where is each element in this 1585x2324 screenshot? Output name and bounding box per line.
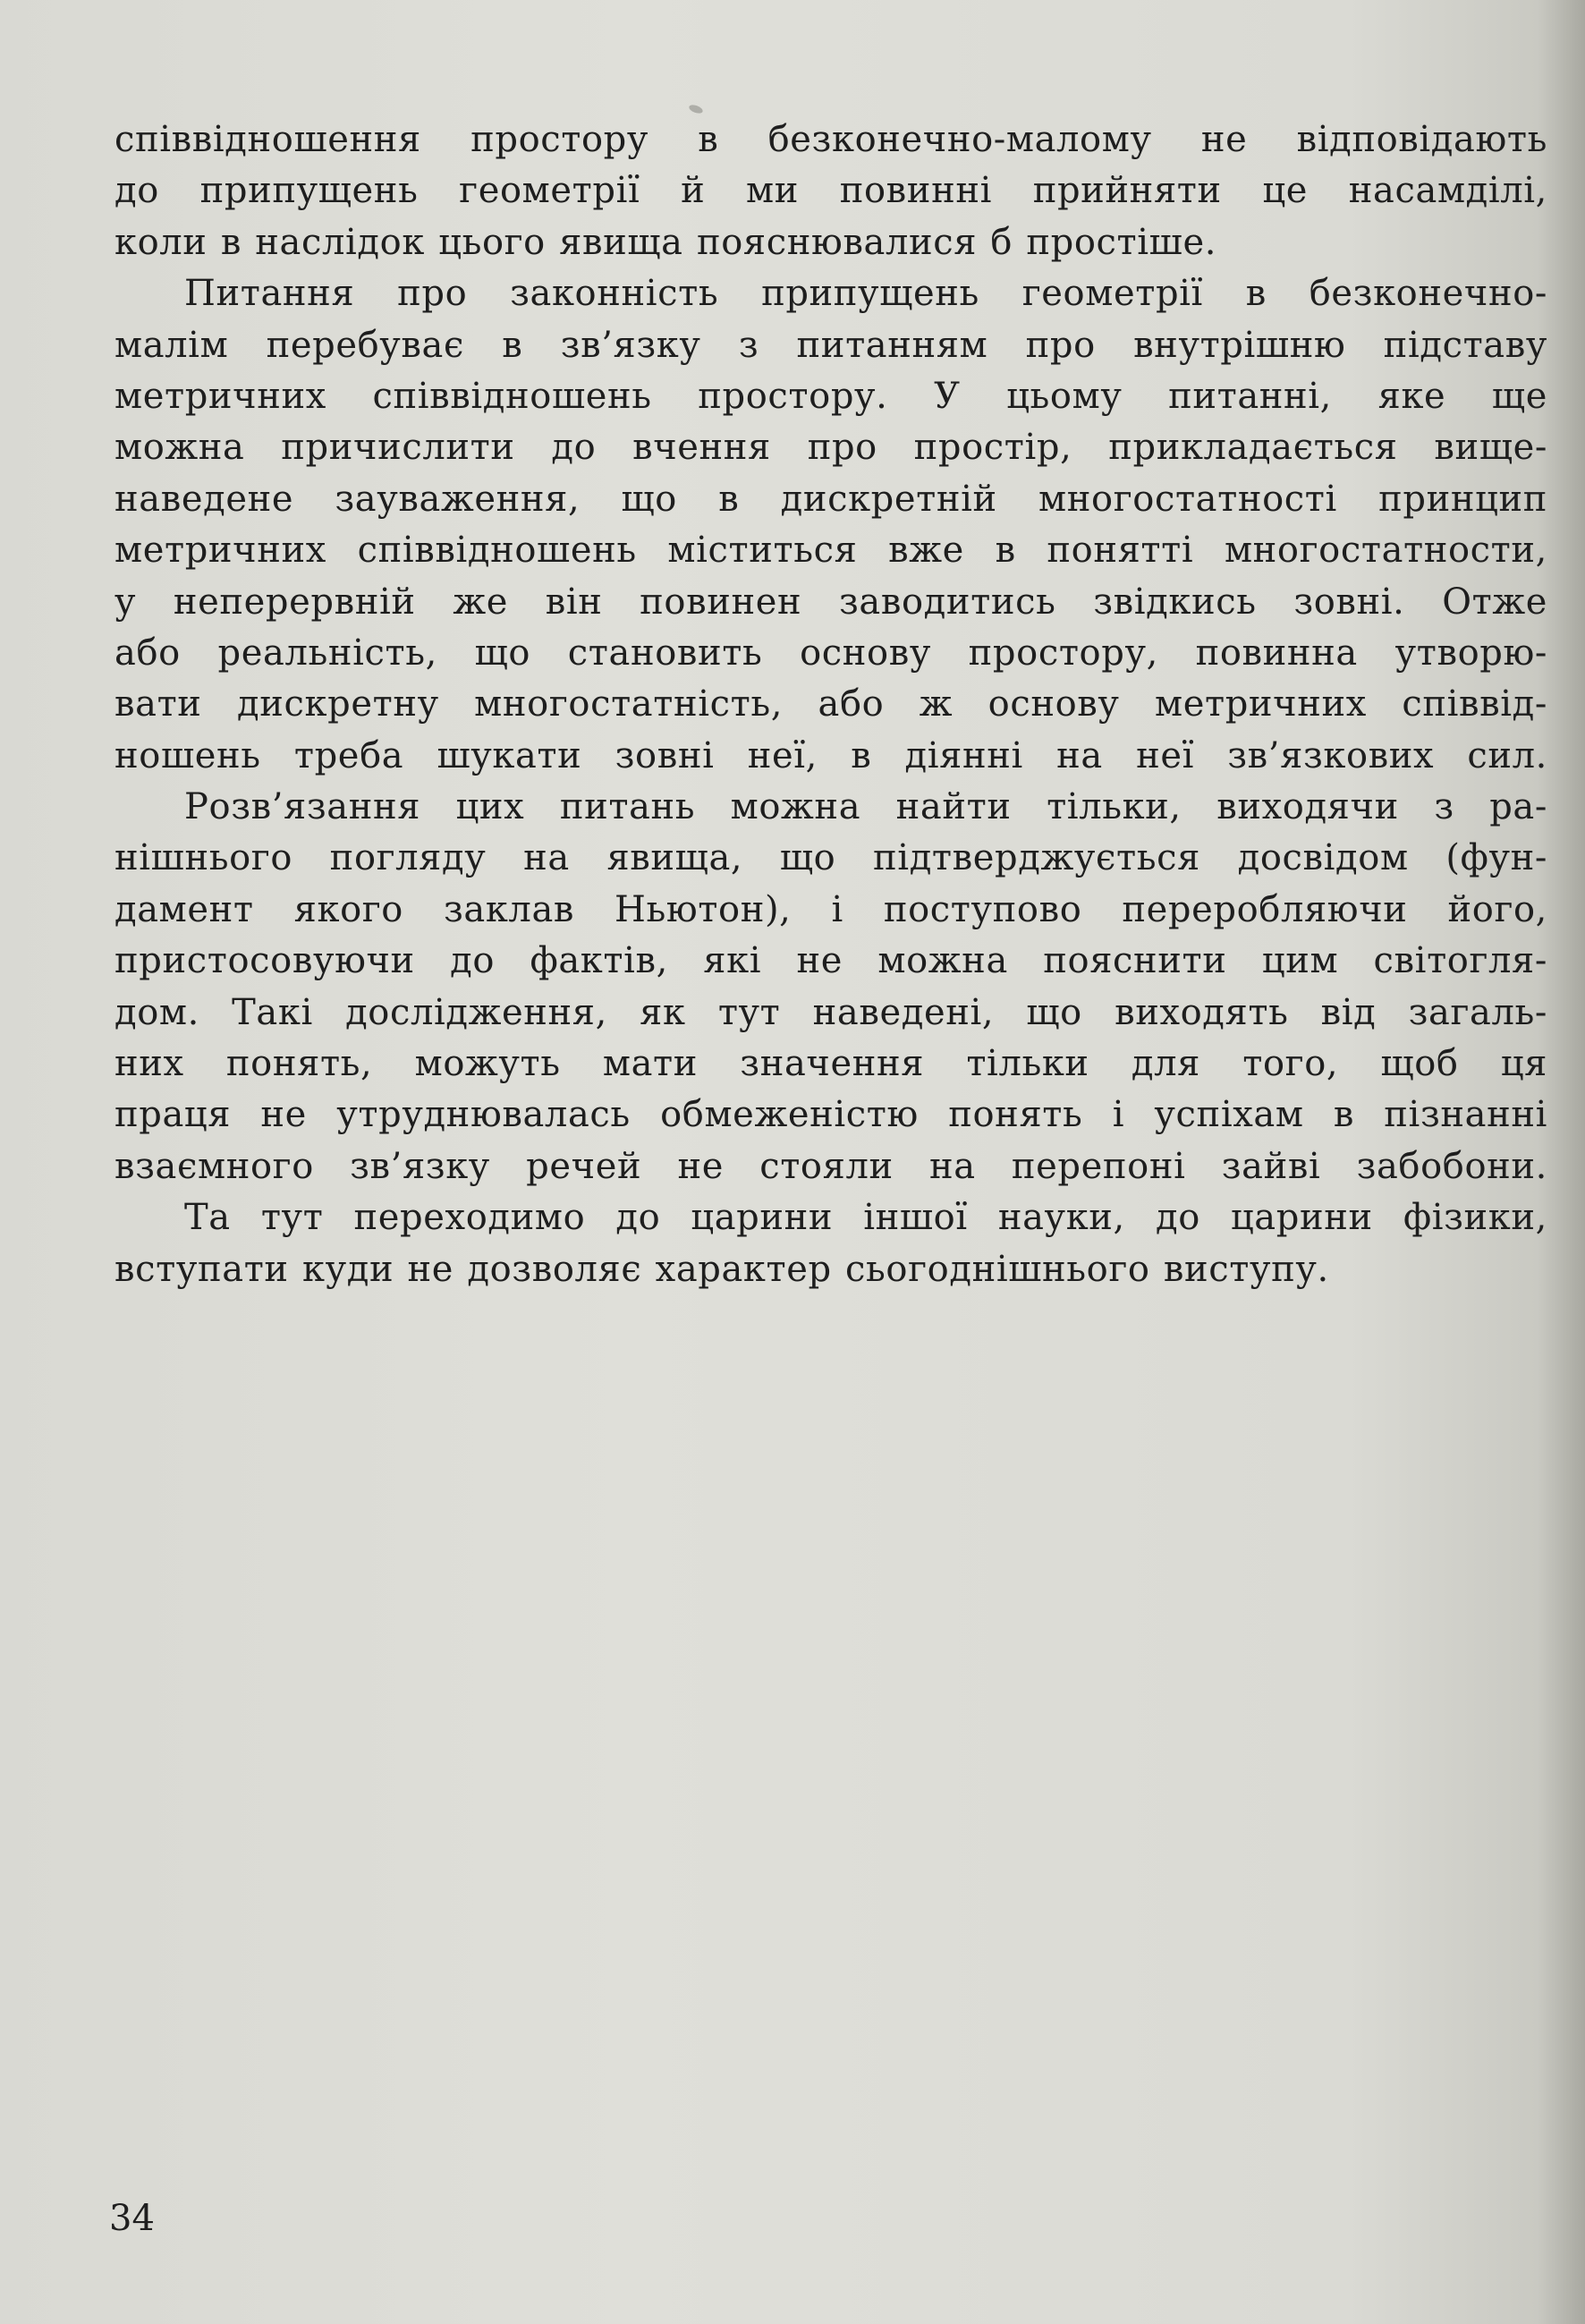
text-line: дамент якого заклав Ньютон), і поступово переробляючи його, (114, 888, 1547, 930)
text-line: пристосовуючи до фактів, які не можна пояснити цим світогля- (114, 940, 1547, 982)
text-line: ношень треба шукати зовні неї, в діянні на неї зв’язкових сил. (114, 734, 1547, 776)
text-line: взаємного зв’язку речей не стояли на перепоні зайві забобони. (114, 1145, 1547, 1187)
text-line: метричних співвідношень простору. У цьому питанні, яке ще (114, 375, 1547, 417)
page-number: 34 (109, 2198, 155, 2239)
text-line: них понять, можуть мати значення тільки для того, щоб ця (114, 1043, 1547, 1085)
text-line: співвідношення простору в безконечно-малому не відповідають (114, 119, 1547, 160)
text-line: можна причислити до вчення про простір, прикладається вище- (114, 427, 1547, 469)
text-line: метричних співвідношень міститься вже в понятті многостатности, (114, 530, 1547, 572)
text-line: вступати куди не дозволяє характер сьогоднішнього виступу. (114, 1248, 1329, 1290)
text-line: або реальність, що становить основу простору, повинна утворю- (114, 632, 1547, 674)
text-line: вати дискретну многостатність, або ж основу метричних співвід- (114, 683, 1547, 725)
text-line: наведене зауваження, що в дискретній многостатності принцип (114, 478, 1547, 520)
text-line: нішнього погляду на явища, що підтверджується досвідом (фун- (114, 837, 1547, 879)
text-line: праця не утруднювалась обмеженістю понять і успіхам в пізнанні (114, 1094, 1547, 1136)
text-line: до припущень геометрії й ми повинні прийняти це насамділі, (114, 170, 1547, 212)
body-text (114, 115, 1547, 1295)
text-line: коли в наслідок цього явища пояснювалися б простіше. (114, 221, 1217, 263)
text-line: дом. Такі дослідження, як тут наведені, що виходять від загаль- (114, 991, 1547, 1033)
paragraph-start-line: Та тут переходимо до царини іншої науки, до царини фізики, (184, 1197, 1547, 1239)
paper-speck (688, 104, 704, 115)
text-line: малім перебуває в зв’язку з питанням про внутрішню підставу (114, 324, 1547, 366)
text-line: у неперервній же він повинен заводитись звідкись зовні. Отже (114, 581, 1547, 623)
paragraph-start-line: Питання про законність припущень геометрії в безконечно- (184, 273, 1547, 315)
paragraph-start-line: Розв’язання цих питань можна найти тільки, виходячи з ра- (184, 786, 1547, 828)
